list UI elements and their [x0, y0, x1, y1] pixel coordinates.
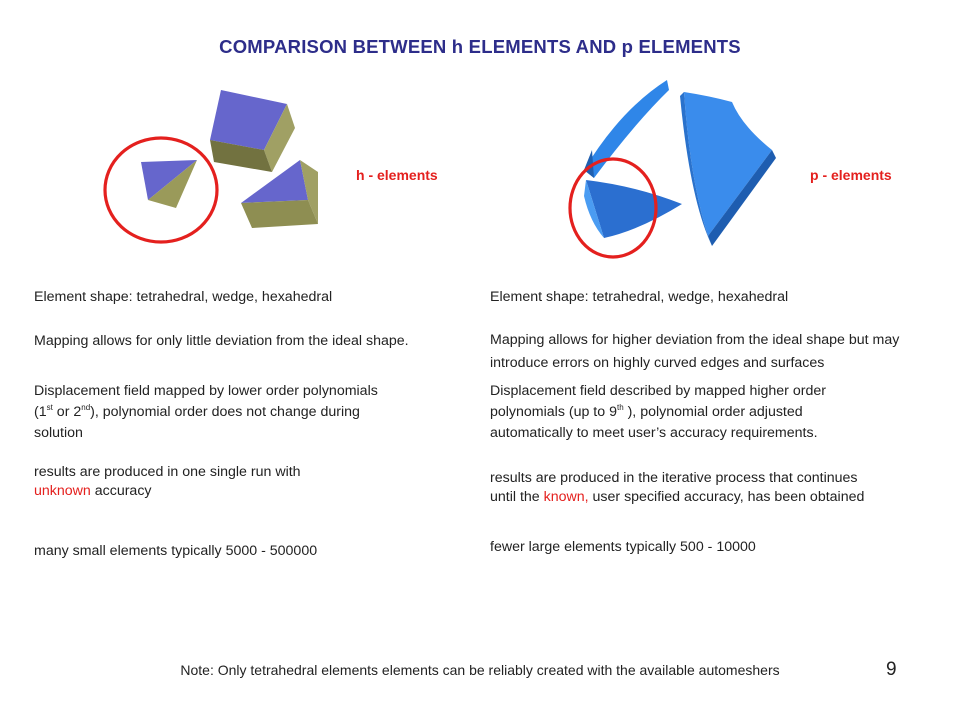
p-results-text: results are produced in the iterative process that continues until the known, user specified accuracy, has been obtained: [490, 470, 865, 505]
p-count-text: fewer large elements typically 500 - 10000: [490, 539, 756, 555]
page-title: COMPARISON BETWEEN h ELEMENTS AND p ELEMENTS: [219, 36, 741, 57]
p-curved-wedge-shape: [680, 92, 776, 246]
p-mapping-text: Mapping allows for higher deviation from the ideal shape but may introduce errors on highly curved edges and surfaces: [490, 332, 900, 371]
h-mapping-text: Mapping allows for only little deviation from the ideal shape.: [34, 333, 409, 349]
known-highlight: known,: [543, 489, 589, 505]
p-elements-label: p - elements: [810, 167, 892, 183]
h-results-text: results are produced in one single run with unknown accuracy: [34, 464, 301, 499]
h-shape-text: Element shape: tetrahedral, wedge, hexahedral: [34, 289, 333, 305]
h-count-text: many small elements typically 5000 - 500000: [34, 543, 318, 559]
p-curved-tetrahedron-shape: [584, 180, 682, 238]
page-number: 9: [886, 659, 897, 680]
h-displacement-text: Displacement field mapped by lower order polynomials (1st or 2nd), polynomial order does not change during solution: [34, 383, 378, 441]
h-elements-label: h - elements: [356, 167, 438, 183]
p-shape-text: Element shape: tetrahedral, wedge, hexahedral: [490, 289, 789, 305]
footnote: Note: Only tetrahedral elements elements can be reliably created with the available automeshers: [180, 662, 780, 678]
p-displacement-text: Displacement field described by mapped higher order polynomials (up to 9th ), polynomial order adjusted automatically to meet user’s accuracy requirements.: [490, 383, 826, 441]
unknown-highlight: unknown: [34, 483, 91, 499]
